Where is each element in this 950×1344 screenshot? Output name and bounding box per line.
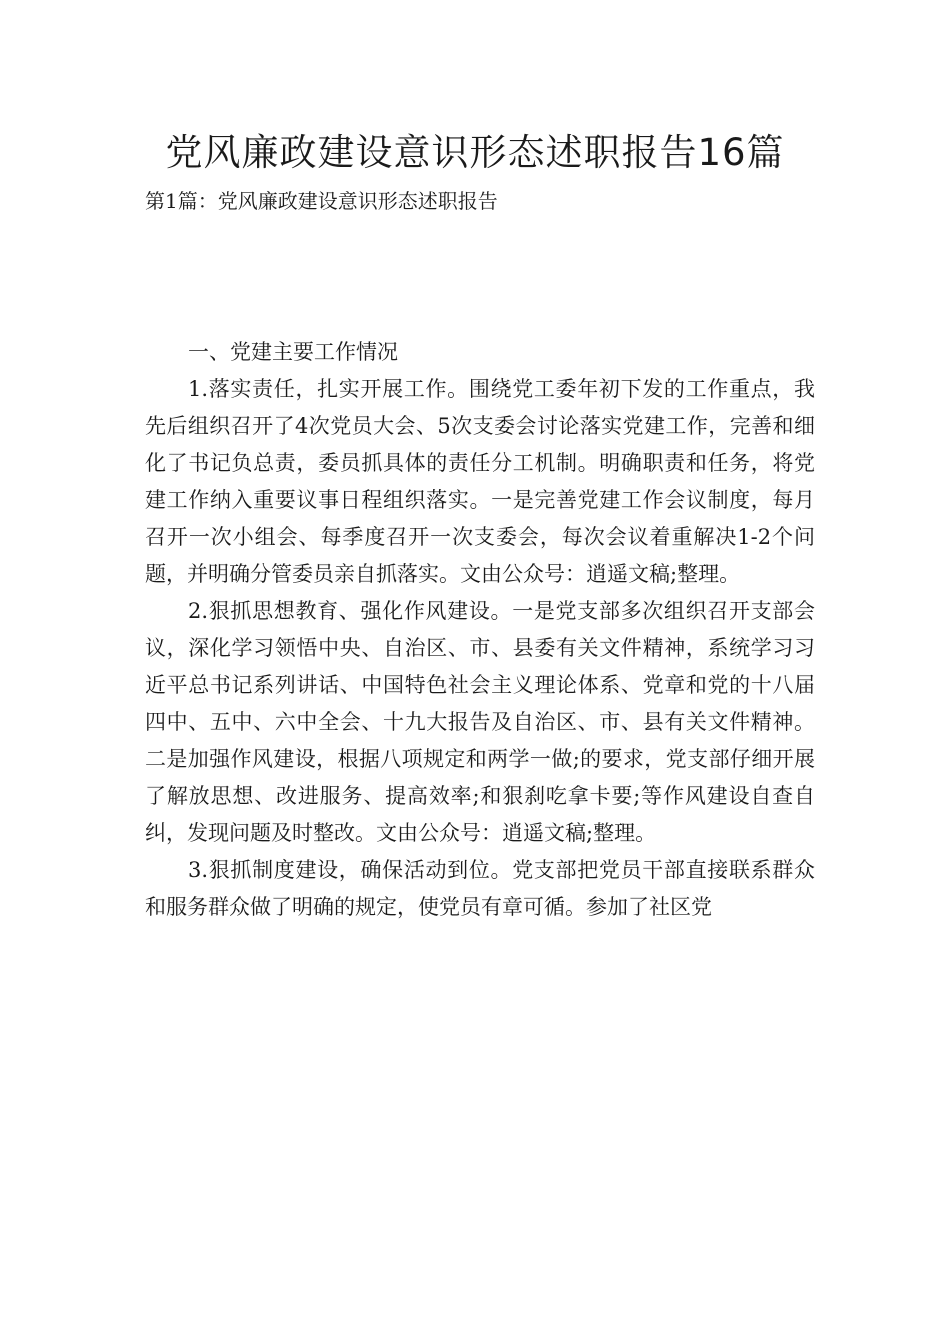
paragraph-3: 3.狠抓制度建设，确保活动到位。党支部把党员干部直接联系群众和服务群众做了明确的规定，使党员有章可循。参加了社区党 xyxy=(145,858,815,919)
paragraph-2: 2.狠抓思想教育、强化作风建设。一是党支部多次组织召开支部会议，深化学习领悟中央、自治区、市、县委有关文件精神，系统学习习近平总书记系列讲话、中国特色社会主义理论体系、党章和党的十八届四中、五中、六中全会、十九大报告及自治区、市、县有关文件精神。二是加强作风建设，根据八项规定和两学一做;的要求，党支部仔细开展了解放思想、改进服务、提高效率;和狠刹吃拿卡要;等作风建设自查自纠，发现问题及时整改。文由公众号：逍遥文稿;整理。 xyxy=(145,599,815,845)
document-body xyxy=(145,334,815,926)
document-subtitle: 第1篇：党风廉政建设意识形态述职报告 xyxy=(145,189,498,213)
section-heading: 一、党建主要工作情况 xyxy=(188,340,399,364)
paragraph-1: 1.落实责任，扎实开展工作。围绕党工委年初下发的工作重点，我先后组织召开了4次党员大会、5次支委会讨论落实党建工作，完善和细化了书记负总责，委员抓具体的责任分工机制。明确职责和任务，将党建工作纳入重要议事日程组织落实。一是完善党建工作会议制度，每月召开一次小组会、每季度召开一次支委会，每次会议着重解决1-2个问题，并明确分管委员亲自抓落实。文由公众号：逍遥文稿;整理。 xyxy=(145,377,815,586)
document-title: 党风廉政建设意识形态述职报告16篇 xyxy=(165,131,785,174)
